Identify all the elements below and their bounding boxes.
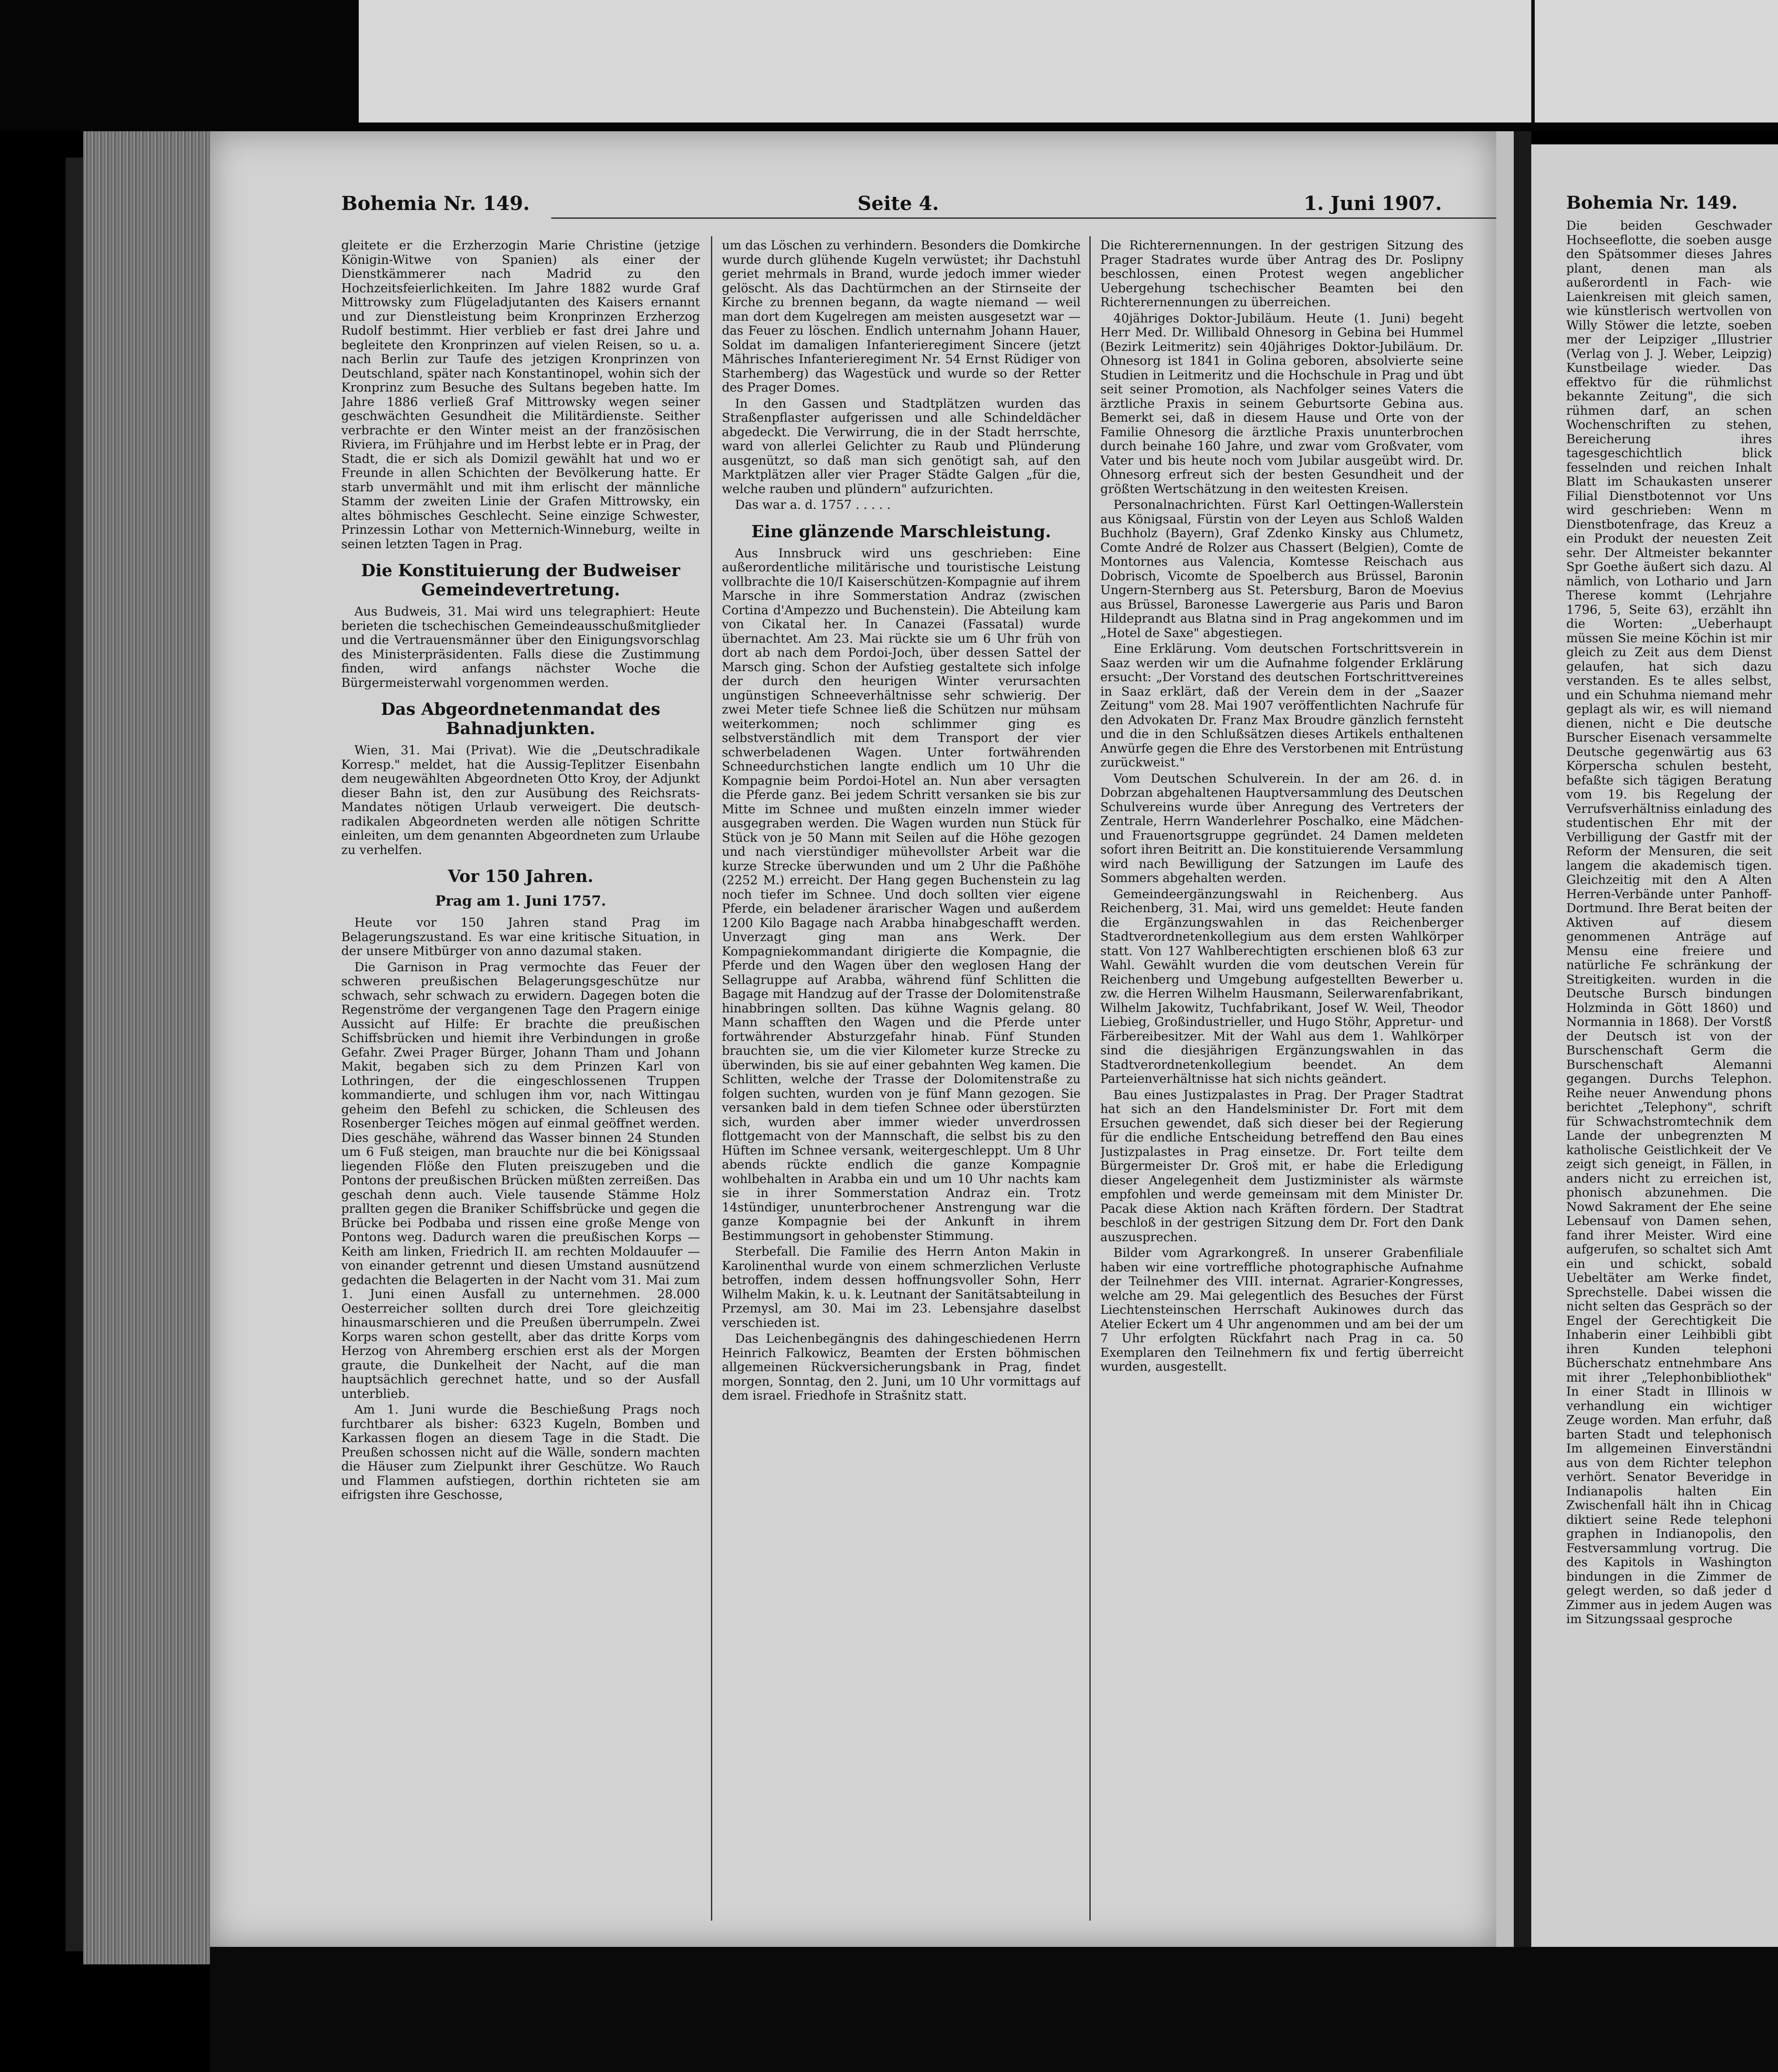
book-binding bbox=[83, 131, 210, 1964]
page-edge bbox=[1496, 131, 1514, 1947]
article-paragraph: In den Gassen und Stadtplätzen wurden das Straßenpflaster aufgerissen und alle Schindeldächer abgedeckt. Die Verwirrung, die in der Stadt herrschte, ward von allerlei Gelichter zu Raub und Plünderung ausgenützt, so daß man sich genötigt sah, auf den Marktplätzen aller vier Prager Städte Galgen „für die, welche rauben und plündern" aufzurichten. bbox=[722, 396, 1081, 496]
article-paragraph: Die Richterernennungen. In der gestrigen Sitzung des Prager Stadrates wurde über Antrag des Dr. Poslipny beschlossen, einen Protest wegen angeblicher Uebergehung tschechischer Beamten bei den Richterernennungen zu überreichen. bbox=[1100, 238, 1463, 309]
page-header-right: 1. Juni 1907. bbox=[1304, 192, 1442, 215]
article-paragraph: Das war a. d. 1757 . . . . . bbox=[735, 497, 891, 512]
article-paragraph: 40jähriges Doktor-Jubiläum. Heute (1. Juni) begeht Herr Med. Dr. Willibald Ohnesorg in Gebina bei Hummel (Bezirk Leitmeritz) sein 40jähriges Doktor-Jubiläum. Dr. Ohnesorg ist 1841 in Golina geboren, absolvierte seine Studien in Leitmeritz und die Hochschule in Prag und übt seit seiner Promotion, als Nachfolger seines Vaters die ärztliche Praxis in seinem Geburtsorte Gebina aus. Bemerkt sei, daß in diesem Hause und Orte von der Familie Ohnesorg die ärztliche Praxis ununterbrochen durch beinahe 160 Jahre, und zwar vom Großvater, vom Vater und bis heute noch vom Jubilar ausgeübt wird. Dr. Ohnesorg erfreut sich der besten Gesundheit und der größten Wertschätzung in den weitesten Kreisen. bbox=[1100, 311, 1463, 496]
article-paragraph: Gemeindeergänzungswahl in Reichenberg. Aus Reichenberg, 31. Mai, wird uns gemeldet: Heute fanden die Ergänzungswahlen in das Reichenberger Stadtverordnetenkollegium aus dem ersten Wahlkörper statt. Von 127 Wahlberechtigten erschienen bloß 63 zur Wahl. Gewählt wurden die vom deutschen Verein für Reichenberg und Umgebung aufgestellten Bewerber u. zw. die Herren Wilhelm Hausmann, Seilerwarenfabrikant, Wilhelm Jakowitz, Tuchfabrikant, Josef W. Weil, Theodor Liebieg, Großindustrieller, und Hugo Stöhr, Appretur- und Färbereibesitzer. Mit der Wahl aus dem 1. Wahlkörper sind die diesjährigen Ergänzungswahlen in das Stadtverordnetenkollegium beendet. An dem Parteienverhältnisse hat sich nichts geändert. bbox=[1100, 886, 1463, 1086]
article-heading: Eine glänzende Marschleistung. bbox=[751, 521, 1051, 541]
article-paragraph: gleitete er die Erzherzogin Marie Christine (jetzige Königin-Witwe von Spanien) als einer der Dienstkämmerer nach Madrid zu den Hochzeitsfeierlichkeiten. Im Jahre 1882 wurde Graf Mittrowsky zum Flügeladjutanten des Kaisers ernannt und zur Dienstleistung beim Kronprinzen Erzherzog Rudolf bestimmt. Hier verblieb er fast drei Jahre und begleitete den Kronprinzen auf vielen Reisen, so u. a. nach Berlin zur Taufe des jetzigen Kronprinzen von Deutschland, später nach Konstantinopel, wohin sich der Kronprinz zum Besuche des Sultans begeben hatte. Im Jahre 1886 verließ Graf Mittrowsky wegen seiner geschwächten Gesundheit die Militärdienste. Seither verbrachte er den Winter meist an der französischen Riviera, im Frühjahre und im Herbst lebte er in Prag, der Stadt, die er sich als Domizil gewählt hat und wo er Freunde in allen Schichten der Bevölkerung hatte. Er starb unvermählt und mit ihm erlischt der männliche Stamm der zweiten Linie der Grafen Mittrowsky, ein altes böhmisches Geschlecht. Seine einzige Schwester, Prinzessin Lothar von Metternich-Winneburg, weilte in seinen letzten Tagen in Prag. bbox=[341, 238, 700, 551]
next-page-header: Bohemia Nr. 149. bbox=[1566, 192, 1738, 213]
article-heading: Vor 150 Jahren. bbox=[448, 866, 594, 886]
article-paragraph: Sterbefall. Die Familie des Herrn Anton Makin in Karolinenthal wurde von einem schmerzlichen Verluste betroffen, indem dessen hoffnungsvoller Sohn, Herr Wilhelm Makin, k. u. k. Leutnant der Sanitätsabteilung in Przemysl, am 30. Mai im 23. Lebensjahre daselbst verschieden ist. bbox=[722, 1244, 1081, 1330]
article-paragraph: Am 1. Juni wurde die Beschießung Prags noch furchtbarer als bisher: 6323 Kugeln, Bomben und Karkassen flogen an diesem Tage in die Stadt. Die Preußen schossen nicht auf die Wälle, sondern machten die Häuser zum Zielpunkt ihrer Geschütze. Wo Rauch und Flammen aufstiegen, dorthin richteten sie am eifrigsten ihre Geschosse, bbox=[341, 1402, 700, 1502]
article-paragraph: Die beiden Geschwader Hochseeflotte, die soeben ausge den Spätsommer dieses Jahres plant, denen man als außerordentl in Fach- wie Laienkreisen mit gleich samen, wie künstlerisch wertvollen von Willy Stöwer die letzte, soeben mer der Leipziger „Illustrier (Verlag von J. J. Weber, Leipzig) Kunstbeilage wieder. Das effektvo für die rühmlichst bekannte Zeitung", die sich rühmen darf, an schen Wochenschriften zu stehen, Bereicherung ihres tagesgeschichtlich blick fesselnden und reichen Inhalt Blatt im Schaukasten unserer Filial Dienstbotennot vor Uns wird geschrieben: Wenn m Dienstbotenfrage, das Kreuz a ein Produkt der neuesten Zeit sehr. Der Altmeister bekannter Spr Goethe äußert sich dazu. Al nämlich, von Lothario und Jarn Therese kommt (Lehrjahre 1796, 5, Seite 63), erzählt ihn die Worten: „Ueberhaupt müssen Sie meine Köchin ist mir gleich zu Zeit aus dem Dienst gelaufen, hat sich dazu verstanden. Es te alles selbst, und ein Schuhma niemand mehr geplagt als wir, es will niemand dienen, nicht e Die deutsche Burscher Eisenach versammelte Deutsche gegenwärtig aus 63 Körperscha schulen besteht, befaßte sich tägigen Beratung vom 19. bis Regelung der Verrufsverhältniss einladung des studentischen Ehr mit der Verbilligung der Gastfr mit der Reform der Mensuren, die seit langem die akademisch tigen. Gleichzeitig mit den A Alten Herren-Verbände unter Panhoff-Dortmund. Ihre Berat beiten der Aktiven auf diesem genommenen Anträge auf Mensu eine freiere und natürliche Fe schränkung der Streitigkeiten. wurden in die Deutsche Bursch bindungen Holzminda in Gött 1860) und Normannia in 1868). Der Vorstß der Deutsch ist von der Burschenschaft Germ die Burschenschaft Alemanni gegangen. Durchs Telephon. Reihe neuer Anwendung phons berichtet „Telephony", schrift für Schwachstromtechnik dem Lande der unbegrenzten M katholische Geistlichkeit der Ve zeigt sich geneigt, in Fällen, in anders nicht zu erreichen ist, phonisch abzunehmen. Die Nowd Sakrament der Ehe seine Lebensauf von Damen sehen, fand ihrer Meister. Wird eine aufgerufen, so schaltet sich Amt ein und schickt, sobald Uebeltäter am Werke findet, Sprechstelle. Dabei wissen die nicht selten das Gespräch so der Engel der Gerechtigkeit Die Inhaberin einer Leihbibli gibt ihren Kunden telephoni Bücherschatz entnehmbare Ans mit ihrer „Telephonbibliothek" In einer Stadt in Illinois w verhandlung ein wichtiger Zeuge worden. Man erfuhr, daß barten Stadt und telephonisch Im allgemeinen Einverständni aus von dem Richter telephon verhört. Senator Beveridge in Indianapolis halten Ein Zwischenfall hält ihn in Chicag diktiert seine Rede telephoni graphen in Indianopolis, den Festversammlung vortrug. Die des Kapitols in Washington bindungen in die Zimmer de gelegt werden, so daß jeder d Zimmer aus in jedem Augen was im Sitzungssaal gesproche bbox=[1566, 219, 1772, 1626]
page-top-edge bbox=[359, 0, 1778, 122]
article-paragraph: Vom Deutschen Schulverein. In der am 26. d. in Dobrzan abgehaltenen Hauptversammlung des Deutschen Schulvereins wurde über Anregung des Vertreters der Zentrale, Herrn Wanderlehrer Poschalko, eine Mädchen- und Frauenortsgruppe gegründet. 24 Damen meldeten sofort ihren Beitritt an. Die konstituierende Versammlung wird nach Bewilligung der Satzungen im Laufe des Sommers abgehalten werden. bbox=[1100, 771, 1463, 885]
column-2 bbox=[722, 238, 1081, 1923]
next-page-column bbox=[1566, 219, 1772, 1925]
article-paragraph: Bilder vom Agrarkongreß. In unserer Grabenfiliale haben wir eine vortreffliche photographische Aufnahme der Teilnehmer des VIII. internat. Agrarier-Kongresses, welche am 29. Mai gelegentlich des Besuches der Fürst Liechtensteinschen Herrschaft Aukinowes durch das Atelier Eckert um 4 Uhr angenommen und am bei der um 7 Uhr erfolgten Rückfahrt nach Prag in ca. 50 Exemplaren den Teilnehmern fix und fertig überreicht wurden, ausgestellt. bbox=[1100, 1246, 1463, 1374]
article-paragraph: Wien, 31. Mai (Privat). Wie die „Deutschradikale Korresp." meldet, hat die Aussig-Teplitzer Eisenbahn dem neugewählten Abgeordneten Otto Kroy, der Adjunkt dieser Bahn ist, den zur Ausübung des Reichsrats-Mandates nötigen Urlaub verweigert. Die deutsch-radikalen Abgeordneten werden alle nötigen Schritte einleiten, um dem genannten Abgeordneten zum Urlaube zu verhelfen. bbox=[341, 743, 700, 857]
column-rule-1 bbox=[711, 236, 712, 1921]
article-paragraph: Die Garnison in Prag vermochte das Feuer der schweren preußischen Belagerungsgeschütze nur schwach, sehr schwach zu erwidern. Dagegen boten die Regenströme der vergangenen Tage den Pragern einige Aussicht auf Hilfe: Er brachte die preußischen Schiffsbrücken und hiemit ihre Verbindungen in große Gefahr. Zwei Prager Bürger, Johann Tham und Johann Makit, begaben sich zu dem Prinzen Karl von Lothringen, der die eingeschlossenen Truppen kommandierte, und schlugen ihm vor, nach Wittingau geheim den Befehl zu schicken, die Schleusen des Rosenberger Teiches mögen auf einmal geöffnet werden. Dies geschähe, während das Wasser binnen 24 Stunden um 6 Fuß steigen, man brauchte nur die bei Königssaal liegenden Flöße den Fluten preiszugeben und die Pontons der preußischen Brücken müßten zerreißen. Das geschah denn auch. Viele tausende Stämme Holz prallten gegen die Braniker Schiffsbrücke und gegen die Brücke bei Podbaba und rissen eine große Menge von Pontons weg. Dadurch waren die preußischen Korps — Keith am linken, Friedrich II. am rechten Moldauufer — von einander getrennt und diesen Umstand ausnützend gedachten die Belagerten in der Nacht vom 31. Mai zum 1. Juni einen Ausfall zu unternehmen. 28.000 Oesterreicher sollten durch drei Tore gleichzeitig hinausmarschieren und die Preußen überrumpeln. Zwei Korps waren schon gestellt, aber das dritte Korps vom Herzog von Ahremberg erschien erst als der Morgen graute, die Dunkelheit der Nacht, auf die man hauptsächlich gerechnet hatte, und so der Ausfall unterblieb. bbox=[341, 959, 700, 1401]
article-paragraph: Aus Innsbruck wird uns geschrieben: Eine außerordentliche militärische und touristische Leistung vollbrachte die 10/I Kaiserschützen-Kompagnie auf ihrem Marsche in ihre Sommerstation Andraz (zwischen Cortina d'Ampezzo und Buchenstein). Die Abteilung kam von Cikatal her. In Canazei (Fassatal) wurde übernachtet. Am 23. Mai rückte sie um 6 Uhr früh von dort ab nach dem Pordoi-Joch, über dessen Sattel der Marsch ging. Schon der Aufstieg gestaltete sich infolge der durch den heurigen Winter verursachten ungünstigen Schneeverhältnisse sehr schwierig. Der zwei Meter tiefe Schnee ließ die Schützen nur mühsam weiterkommen; noch schlimmer ging es selbstverständlich mit dem Transport der vier schwerbeladenen Wagen. Unter fortwährenden Schneedurchstichen langte endlich um 10 Uhr die Kompagnie beim Pordoi-Hotel an. Nun aber versagten die Pferde ganz. Bei jedem Schritt versanken sie bis zur Mitte im Schnee und mußten einzeln immer wieder ausgegraben werden. Die Wagen wurden nun Stück für Stück von je 50 Mann mit Seilen auf die Höhe gezogen und nach vierstündiger mühevollster Arbeit war die kurze Strecke überwunden und um 2 Uhr die Paßhöhe (2252 M.) erreicht. Der Hang gegen Buchenstein zu lag noch tiefer im Schnee. Und doch sollten vier eigene Pferde, ein beladener ärarischer Wagen und außerdem 1200 Kilo Bagage nach Arabba hinabgeschafft werden. Unverzagt ging man ans Werk. Der Kompagniekommandant dirigierte die Kompagnie, die Pferde und den Wagen über den weglosen Hang der Sellagruppe auf Arabba, während fünf Schlitten die Bagage mit Handzug auf der Trasse der Dolomitenstraße hinabbringen sollten. Das kühne Wagnis gelang. 80 Mann schafften den Wagen und die Pferde unter fortwährender Absturzgefahr hinab. Fünf Stunden brauchten sie, um die vier Kilometer kurze Strecke zu überwinden, bis sie auf einer gebahnten Weg kamen. Die Schlitten, welche der Trasse der Dolomitenstraße zu folgen suchten, wurden von je fünf Mann gezogen. Sie versanken bald in dem tiefen Schnee oder überstürzten sich, wurden aber immer wieder unverdrossen flottgemacht von der Mannschaft, die selbst bis zu den Hüften im Schnee versank, weitergeschleppt. Um 8 Uhr abends rückte endlich die ganze Kompagnie wohlbehalten in Arabba ein und um 10 Uhr nachts kam sie in ihrer Sommerstation Andraz ein. Trotz 14stündiger, ununterbrochener Anstrengung war die ganze Kompagnie bei der Ankunft in ihrem Bestimmungsort in gehobenster Stimmung. bbox=[722, 546, 1081, 1243]
article-subheading: Prag am 1. Juni 1757. bbox=[435, 892, 606, 909]
column-1 bbox=[341, 238, 700, 1923]
article-paragraph: Das Leichenbegängnis des dahingeschiedenen Herrn Heinrich Falkowicz, Beamten der Ersten böhmischen allgemeinen Rückversicherungsbank in Prag, findet morgen, Sonntag, den 2. Juni, um 10 Uhr vormittags auf dem israel. Friedhofe in Strašnitz statt. bbox=[722, 1331, 1081, 1403]
article-paragraph: Bau eines Justizpalastes in Prag. Der Prager Stadtrat hat sich an den Handelsminister Dr. Fort mit dem Ersuchen gewendet, daß sich dieser bei der Regierung für die endliche Entscheidung betreffend den Bau eines Justizpalastes in Prag einsetze. Dr. Fort teilte dem Bürgermeister Dr. Groš mit, er habe die Erledigung dieser Angelegenheit dem Justizminister als wärmste empfohlen und werde gemeinsam mit dem Minister Dr. Pacak diese Aktion nach Kräften fördern. Der Stadtrat beschloß in der gestrigen Sitzung dem Dr. Fort den Dank auszusprechen. bbox=[1100, 1087, 1463, 1244]
page-header-center: Seite 4. bbox=[858, 192, 939, 215]
column-3 bbox=[1100, 238, 1463, 1923]
article-heading: Die Konstituierung der Budweiser Gemeindevertretung. bbox=[361, 560, 680, 599]
article-paragraph: um das Löschen zu verhindern. Besonders die Domkirche wurde durch glühende Kugeln verwüstet; ihr Dachstuhl geriet mehrmals in Brand, wurde jedoch immer wieder gelöscht. Als das Dachtürmchen an der Stirnseite der Kirche zu brennen begann, da wagte niemand — weil man dort dem Kugelregen am meisten ausgesetzt war — das Feuer zu löschen. Endlich unternahm Johann Hauer, Soldat im damaligen Infanterieregiment Sincere (jetzt Mährisches Infanterieregiment Nr. 54 Ernst Rüdiger von Starhemberg) das Wagestück und wurde so der Retter des Prager Domes. bbox=[722, 238, 1081, 395]
article-heading: Das Abgeordnetenmandat des Bahnadjunkten. bbox=[381, 699, 661, 738]
article-paragraph: Eine Erklärung. Vom deutschen Fortschrittsverein in Saaz werden wir um die Aufnahme folgender Erklärung ersucht: „Der Vorstand des deutschen Fortschrittvereines in Saaz erklärt, daß der Verein dem in der „Saazer Zeitung" vom 28. Mai 1907 veröffentlichten Nachrufe für den Advokaten Dr. Franz Max Broudre gänzlich fernsteht und die in den Schlußsätzen dieses Artikels enthaltenen Anwürfe gegen die Ehre des Verstorbenen mit Entrüstung zurückweist." bbox=[1100, 641, 1463, 770]
newspaper-page bbox=[210, 131, 1496, 1947]
top-gutter bbox=[1531, 0, 1535, 122]
article-paragraph: Aus Budweis, 31. Mai wird uns telegraphiert: Heute berieten die tschechischen Gemeindeausschußmitglieder und die Vertrauensmänner über den Einigungsvorschlag des Ministerpräsidenten. Falls diese die Zustimmung finden, wird anfangs nächster Woche die Bürgermeisterwahl vorgenommen werden. bbox=[341, 604, 700, 690]
book-gutter bbox=[1514, 131, 1531, 1947]
header-rule bbox=[551, 217, 1636, 219]
column-rule-2 bbox=[1089, 236, 1091, 1921]
bottom-margin bbox=[210, 1947, 1778, 2072]
page-header-left: Bohemia Nr. 149. bbox=[341, 192, 530, 215]
next-page bbox=[1531, 144, 1778, 1956]
article-paragraph: Heute vor 150 Jahren stand Prag im Belagerungszustand. Es war eine kritische Situation, in der unsere Mitbürger von anno dazumal staken. bbox=[341, 915, 700, 958]
top-margin bbox=[0, 0, 1778, 131]
article-paragraph: Personalnachrichten. Fürst Karl Oettingen-Wallerstein aus Königsaal, Fürstin von der Leyen aus Schloß Walden Buchholz (Bayern), Graf Zdenko Kinsky aus Chlumetz, Comte André de Rolzer aus Chassert (Belgien), Comte de Montornes aus Valencia, Komtesse Reischach aus Dobrisch, Vicomte de Spoelberch aus Brüssel, Baronin Ungern-Sternberg aus St. Petersburg, Baron de Moevius aus Brüssel, Baronesse Lawergerie aus Paris und Baron Hildeprandt aus Blatna sind in Prag angekommen und im „Hotel de Saxe" abgestiegen. bbox=[1100, 497, 1463, 640]
